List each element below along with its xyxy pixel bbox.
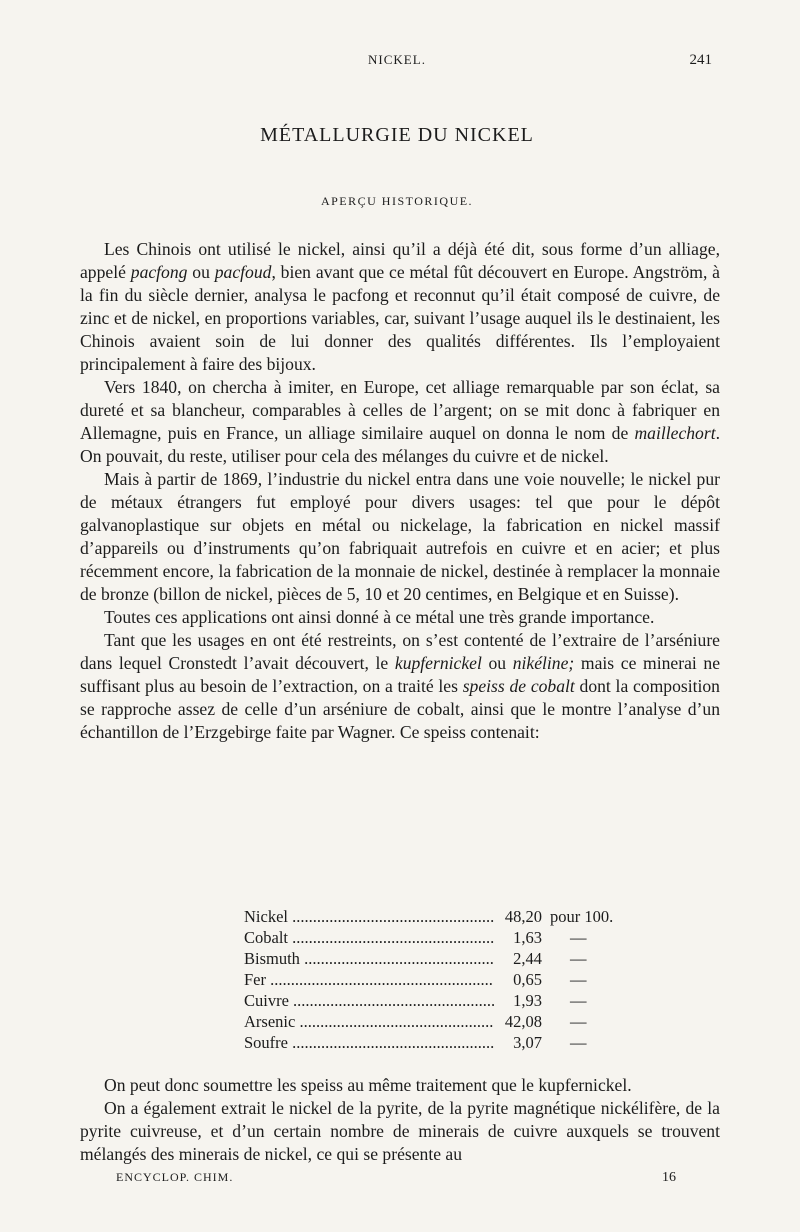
ditto-dash: —: [570, 1012, 587, 1031]
element-value: 42,08: [504, 1012, 542, 1031]
paragraph-pyrite: On a également extrait le nickel de la pyrite, de la pyrite magnétique nickélifère, de la pyrite cuivreuse, et d’un certain nombre de minerais de cuivre auxquels se trouvent mélangés des minerais de nickel, ce qui se présente au: [80, 1098, 720, 1164]
element-name: Nickel .....: [244, 906, 494, 927]
italic-term-pacfoud: pacfoud: [214, 262, 272, 282]
paragraph-pacfong: [80, 238, 720, 376]
text-run: dont la composition se rapproche assez de celle d’un arséniure de cobalt, ainsi que le montre l’analyse d’un échantillon de l’Erzgebirge faite par Wagner. Ce speiss contenait:: [80, 676, 720, 742]
element-name: Cuivre .....: [244, 990, 494, 1011]
ditto-dash: —: [570, 928, 587, 947]
ditto-dash: —: [570, 991, 587, 1010]
text-run: mais ce minerai ne suffisant plus au besoin de l’extraction, on a traité les: [80, 653, 721, 696]
element-value: 48,20: [504, 907, 542, 926]
text-run: Tant que les usages en ont été restreints, on s’est contenté de l’extraire de l’arséniure dans lequel Cronstedt l’avait découvert, le: [80, 630, 720, 673]
element-name: Soufre .....: [244, 1032, 494, 1053]
element-value: 0,65: [513, 970, 542, 989]
text-run: Les Chinois ont utilisé le nickel, ainsi qu’il a déjà été dit, sous forme d’un alliage, appelé: [80, 239, 720, 282]
ditto-dash: —: [570, 970, 587, 989]
element-value: 1,93: [513, 991, 542, 1010]
table-row: [244, 906, 644, 927]
page-footer: [116, 1170, 676, 1190]
paragraph-1869: [80, 468, 720, 606]
table-row: [244, 1011, 644, 1032]
body-text: [80, 238, 720, 744]
italic-term-maillechort: maillechort: [634, 423, 716, 443]
italic-term-pacfong: pacfong: [130, 262, 188, 282]
running-head: [82, 52, 712, 72]
element-value: 2,44: [513, 949, 542, 968]
signature-mark: 16: [662, 1170, 676, 1185]
italic-term-kupfernickel: kupfernickel: [394, 653, 482, 673]
element-name: Cobalt .....: [244, 927, 494, 948]
composition-table: [244, 906, 644, 1053]
text-run: ou: [481, 653, 513, 673]
text-run: . On pouvait, du reste, utiliser pour cela des mélanges du cuivre et de nickel.: [80, 423, 720, 466]
paragraph-importance: [80, 606, 720, 629]
element-name: Fer .....: [244, 969, 494, 990]
element-value: 3,07: [513, 1033, 542, 1052]
paragraph-maillechort: [80, 376, 720, 468]
paragraph-traitement: On peut donc soumettre les speiss au même traitement que le kupfernickel.: [104, 1075, 632, 1095]
section-title: APERÇU HISTORIQUE.: [320, 194, 474, 208]
paragraph-speiss: [80, 629, 720, 744]
table-row: [244, 927, 644, 948]
text-run: Mais à partir de 1869, l’industrie du nickel entra dans une voie nouvelle; le nickel pur de métaux étrangers fut employé pour divers usages: tel que pour le dépôt galvanoplastique sur objets en métal ou nickelage, la fabrication en nickel massif d’appareils ou d’instruments qu’on fabriquait autrefois en cuivre et en acier; et plus récemment encore, la fabrication de la monnaie de nickel, destinée à remplacer la monnaie de bronze (billon de nickel, pièces de 5, 10 et 20 centimes, en Belgique et en Suisse).: [80, 469, 720, 604]
ditto-dash: —: [570, 1033, 587, 1052]
text-run: Vers 1840, on chercha à imiter, en Europe, cet alliage remarquable par son éclat, sa dureté et sa blancheur, comparables à celles de l’argent; on se mit donc à fabriquer en Allemagne, puis en France, un alliage similaire auquel on donna le nom de: [80, 377, 720, 443]
running-head-title: NICKEL.: [368, 52, 426, 67]
element-unit: pour 100.: [550, 907, 614, 926]
table-row: [244, 948, 644, 969]
italic-term-speiss-de-cobalt: speiss de cobalt: [462, 676, 575, 696]
element-value: 1,63: [513, 928, 542, 947]
footer-series-title: ENCYCLOP. CHIM.: [116, 1170, 234, 1184]
text-run: , bien avant que ce métal fût découvert en Europe. Angström, à la fin du siècle dernier, analysa le pacfong et reconnut qu’il était composé de cuivre, de zinc et de nickel, en proportions variables, car, suivant l’usage auquel ils le destinaient, les Chinois avaient soin de lui donner des qualités différentes. Ils l’employaient principalement à faire des bijoux.: [80, 262, 720, 374]
italic-term-nikeline: nikéline;: [512, 653, 575, 673]
element-name: Arsenic .....: [244, 1011, 494, 1032]
ditto-dash: —: [570, 949, 587, 968]
table-row: [244, 969, 644, 990]
table-row: [244, 990, 644, 1011]
chapter-title: MÉTALLURGIE DU NICKEL: [260, 124, 534, 146]
page-number: 241: [689, 52, 712, 68]
body-text-after-table: [80, 1074, 720, 1166]
table-row: [244, 1032, 644, 1053]
text-run: ou: [187, 262, 215, 282]
text-run: Toutes ces applications ont ainsi donné à ce métal une très grande importance.: [104, 607, 655, 627]
element-name: Bismuth .....: [244, 948, 494, 969]
